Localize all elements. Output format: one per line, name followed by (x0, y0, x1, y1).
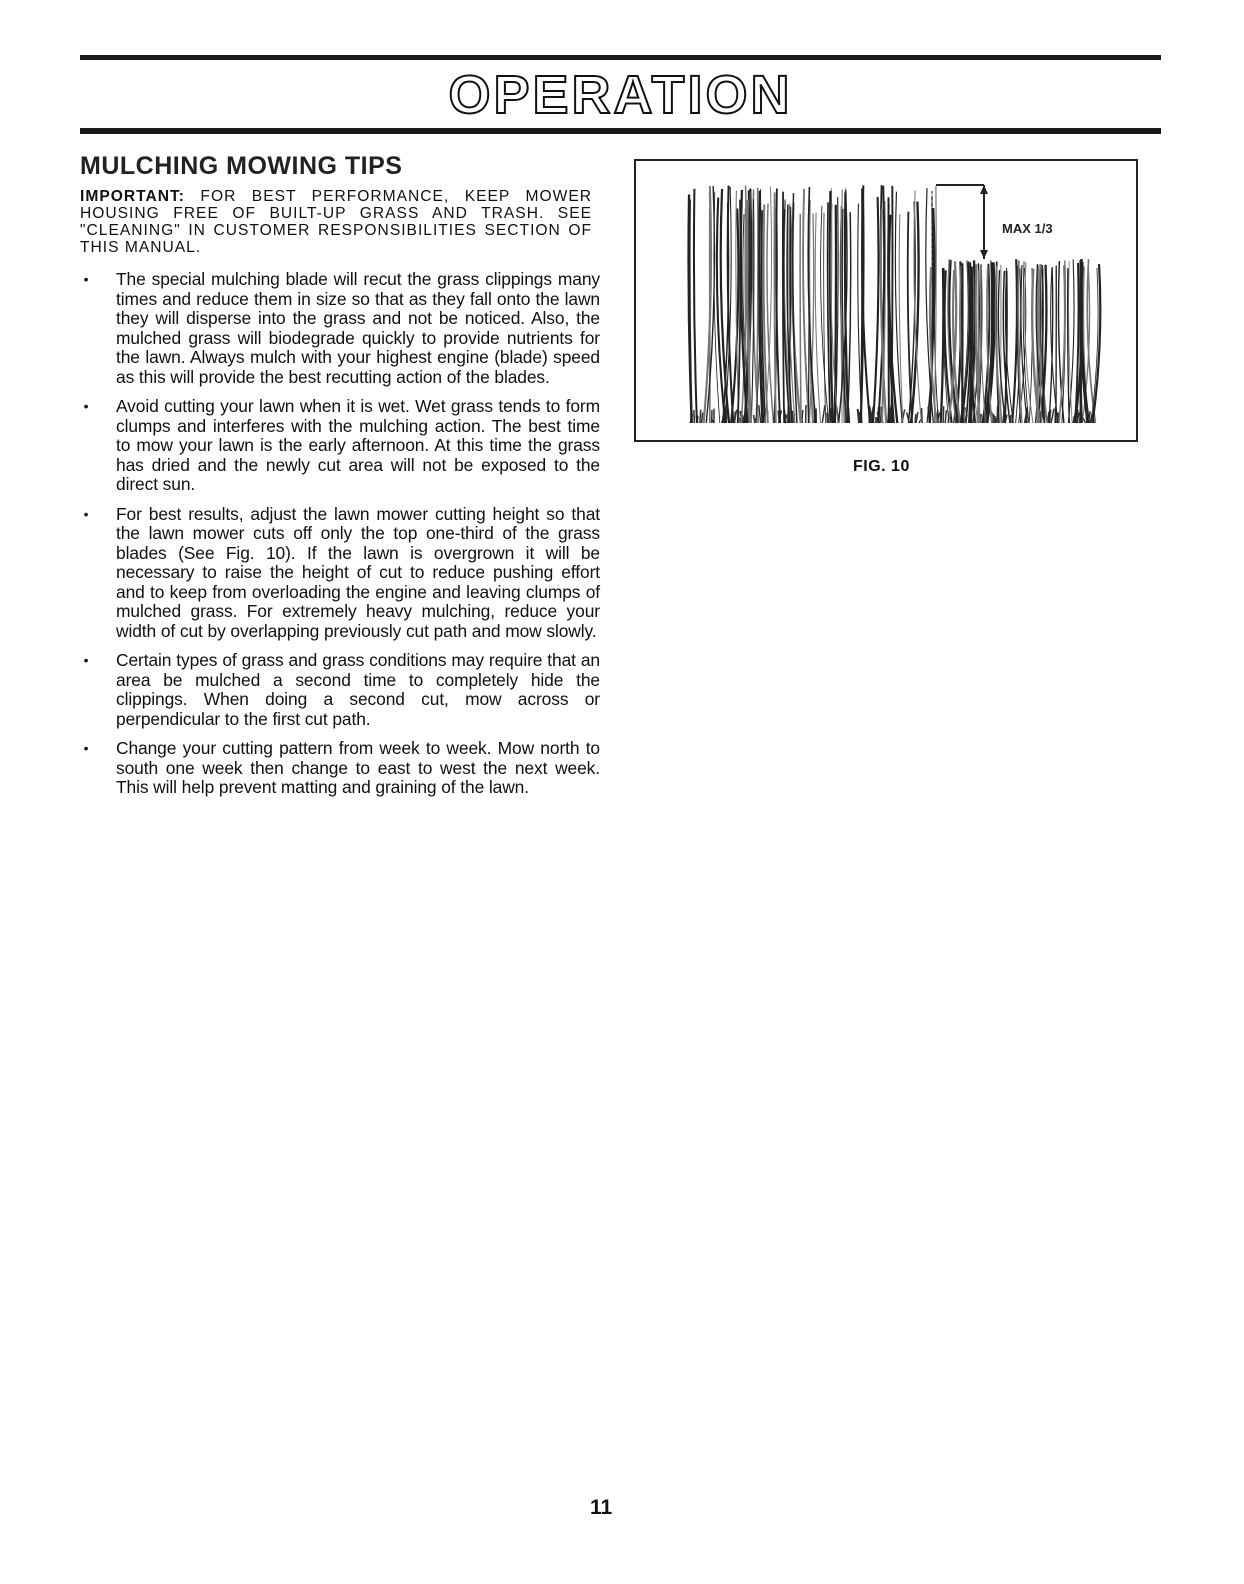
bullet-icon: • (83, 652, 89, 668)
ground-stroke (916, 412, 918, 423)
grass-blade (767, 204, 774, 423)
grass-blade (1012, 259, 1017, 423)
ground-stroke (740, 418, 741, 423)
list-item-text: Certain types of grass and grass conditions may require that an area be mulched a second time to completely hide the clippings. When doing a second cut, mow across or perpendicular to the first cut path. (116, 650, 600, 729)
grass-blade (873, 197, 878, 423)
figure-frame (634, 159, 1138, 442)
list-item (80, 270, 600, 387)
important-body: FOR BEST PERFORMANCE, KEEP MOWER HOUSING FREE OF BUILT-UP GRASS AND TRASH. SEE "CLEANING" IN CUSTOMER RESPONSIBILITIES SECTION OF THIS MANUAL. (80, 188, 592, 256)
header-rule-bottom (80, 128, 1161, 134)
ground-stroke (945, 410, 946, 423)
bullet-icon: • (83, 740, 89, 756)
list-item-text: For best results, adjust the lawn mower cutting height so that the lawn mower cuts off only the top one-third of the grass blades (See Fig. 10). If the lawn is overgrown it will be necessary to raise the height of cut to reduce pushing effort and to keep from overloading the engine and leaving clumps of mulched grass. For extremely heavy mulching, reduce your width of cut by overlapping previously cut path and mow slowly. (116, 503, 600, 641)
grass-blade (694, 189, 697, 423)
grass-blade (1023, 261, 1029, 423)
header-rule-top (80, 55, 1161, 60)
important-notice (80, 188, 592, 256)
max-cut-label: MAX 1/3 (1002, 221, 1053, 236)
important-lead: IMPORTANT: (80, 188, 185, 205)
ground-stroke (802, 410, 803, 423)
ground-stroke (754, 415, 755, 423)
grass-blade (815, 212, 820, 423)
grass-blade (776, 189, 780, 423)
list-item (80, 651, 600, 729)
ground-stroke (700, 410, 701, 423)
ground-stroke (915, 414, 916, 423)
list-item-text: Avoid cutting your lawn when it is wet. Wet grass tends to form clumps and interferes with the mulching action. The best time to mow your lawn is the early afternoon. At this time the grass has dried and the newly cut area will not be exposed to the direct sun. (116, 396, 600, 494)
grass-blade (941, 268, 944, 423)
arrow-up-icon (980, 185, 988, 194)
page-number: 11 (590, 1496, 613, 1519)
ground-stroke (1051, 409, 1054, 423)
ground-stroke (822, 405, 825, 423)
arrow-down-icon (980, 250, 988, 259)
grass-illustration-icon (636, 161, 1136, 440)
tips-list (80, 270, 600, 808)
page-title: OPERATION (448, 65, 793, 125)
ground-stroke (701, 413, 702, 423)
list-item (80, 397, 600, 495)
list-item (80, 739, 600, 798)
ground-stroke (943, 406, 944, 423)
list-item (80, 505, 600, 642)
bullet-icon: • (83, 505, 89, 522)
ground-stroke (759, 405, 761, 423)
list-item-text: Change your cutting pattern from week to week. Mow north to south one week then change to east to west the next week. This will help prevent matting and graining of the lawn. (116, 738, 600, 797)
grass-blade (1059, 265, 1065, 423)
list-item-text: The special mulching blade will recut the grass clippings many times and reduce them in size so that as they fall onto the lawn they will disperse into the grass and not be noticed. Also, the mulched grass will biodegrade quickly to provide nutrients for the lawn. Always mulch with your highest engine (blade) speed as this will provide the best recutting action of the blades. (116, 269, 600, 387)
ground-stroke (1083, 418, 1085, 423)
figure-caption: FIG. 10 (853, 458, 910, 475)
bullet-icon: • (83, 398, 89, 414)
bullet-icon: • (83, 271, 89, 287)
grass-blade (1051, 269, 1058, 423)
section-heading: MULCHING MOWING TIPS (80, 152, 403, 180)
grass-blade (800, 214, 801, 423)
